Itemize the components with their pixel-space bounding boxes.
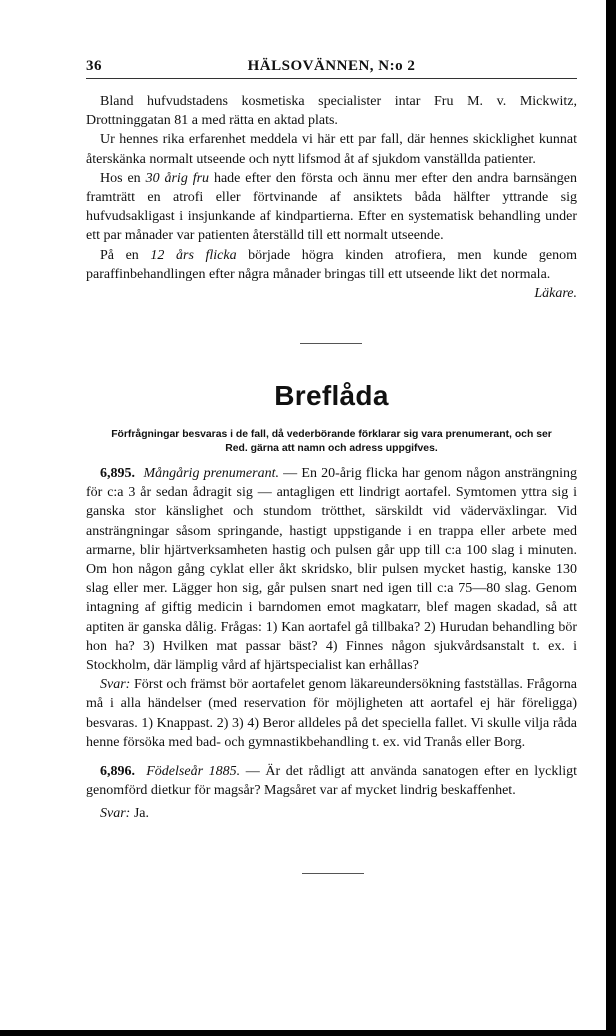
page-number: 36 bbox=[86, 58, 102, 74]
letters bbox=[86, 464, 577, 824]
answer-text: Ja. bbox=[130, 806, 149, 822]
letter-question: — En 20-årig flicka har genom någon ansträngning för c:a 3 år sedan ådragit sig — antagligen ett lindrigt aortafel. Symtomen yttra sig i ganska stor känslighet och stundom trötthet, särskildt vid väderväxlingar. Vid ansträngningar såsom springande, hastigt uppstigande i en trappa eller arbete med armarne, blir hjärtverksamheten hastig och pulsen går upp till c:a 100 slag i minuten. Om hon någon gång cyklat eller åkt skridsko, blir pulsen mycket hastig, kanske 130 slag eller mer. Lägger hon sig, går pulsen snart ned igen till c:a 75—80 slag. Genom intagning af giftig medicin i barndomen emot magkatarr, blef magen skadad, så att aptiten är ganska dålig. Frågas: 1) Kan aortafel gå tillbaka? 2) Hurudan behandling bör hon ha? 3) Hvilken mat passar bäst? 4) Finnes någon sjukvårdsanstalt t. ex. i Stockholm, där lämplig vård af hjärtspecialist kan erhållas? bbox=[86, 466, 578, 674]
answer-text: Först och främst bör aortafelet genom läkareundersökning fastställas. Frågorna må i alla händelser (med reservation för möjligheten att aortafel ej här föreligga) besvaras. 1) Knappast. 2) 3) 4) Beror alldeles på det speciella fallet. Vi skulle vilja råda henne försöka med bad- och gymnastikbehandling t. ex. vid Tranås eller Borg. bbox=[86, 677, 577, 750]
article-paragraph-1: Bland hufvudstadens kosmetiska specialister intar Fru M. v. Mickwitz, Drottninggatan 81 a med rätta en aktad plats. bbox=[86, 94, 577, 129]
section-note-line-2: Red. gärna att namn och adress uppgifves. bbox=[225, 443, 438, 454]
article-signature: Läkare. bbox=[534, 286, 577, 302]
separator-rule bbox=[300, 343, 362, 344]
article bbox=[86, 92, 577, 303]
section-title: Breflåda bbox=[274, 380, 389, 411]
section-note-line-1: Förfrågningar besvaras i de fall, då vederbörande förklarar sig vara prenumerant, och ser bbox=[111, 429, 552, 440]
p3-post: hade efter den första och ännu mer efter den andra barnsängen framträtt en atrofi eller förtvinande af ansiktets båda hälfter yttrande sig hufvudsakligast i insjunkande af kindpartierna. Efter en systematisk behandling under ett par månader var patienten återställd till ett normalt utseende. bbox=[86, 170, 577, 244]
scan-edge-right bbox=[606, 0, 616, 1036]
letter-6895 bbox=[86, 464, 577, 675]
p3-pre: Hos en bbox=[100, 170, 146, 186]
letter-question: — Är det rådligt att använda sanatogen efter en lyckligt genomförd dietkur för magsår? Magsåret var af mycket lindrig beskaffenhet. bbox=[86, 764, 578, 799]
p4-post: började högra kinden atrofiera, men kunde genom paraffinbehandlingen efter några månader bringas till ett utseende likt det normala. bbox=[86, 247, 578, 282]
journal-title: HÄLSOVÄNNEN, N:o 2 bbox=[247, 58, 416, 74]
answer-6896 bbox=[86, 804, 577, 823]
running-header bbox=[86, 58, 577, 78]
p4-emphasis: 12 års flicka bbox=[150, 247, 237, 263]
section-note bbox=[86, 428, 577, 456]
p3-emphasis: 30 årig fru bbox=[145, 170, 210, 186]
article-paragraph-4 bbox=[86, 246, 577, 284]
answer-label: Svar: bbox=[100, 677, 131, 693]
scan-edge-bottom bbox=[0, 1030, 616, 1036]
end-rule bbox=[302, 873, 364, 874]
answer-6895 bbox=[86, 675, 577, 752]
letter-signature: Födelseår 1885. bbox=[146, 764, 241, 780]
letter-number: 6,896. bbox=[100, 764, 135, 780]
letter-signature: Mångårig prenumerant. bbox=[143, 466, 279, 481]
letter-number: 6,895. bbox=[100, 466, 135, 481]
answer-label: Svar: bbox=[100, 806, 131, 822]
letter-6896 bbox=[86, 762, 577, 800]
p4-pre: På en bbox=[100, 247, 151, 263]
article-paragraph-2: Ur hennes rika erfarenhet meddela vi här ett par fall, där hennes skicklighet kunnat återskänka normalt utseende och nytt lifsmod åt af sjukdom vanställda patienter. bbox=[86, 132, 577, 167]
header-rule bbox=[86, 78, 577, 79]
article-paragraph-3 bbox=[86, 169, 577, 246]
